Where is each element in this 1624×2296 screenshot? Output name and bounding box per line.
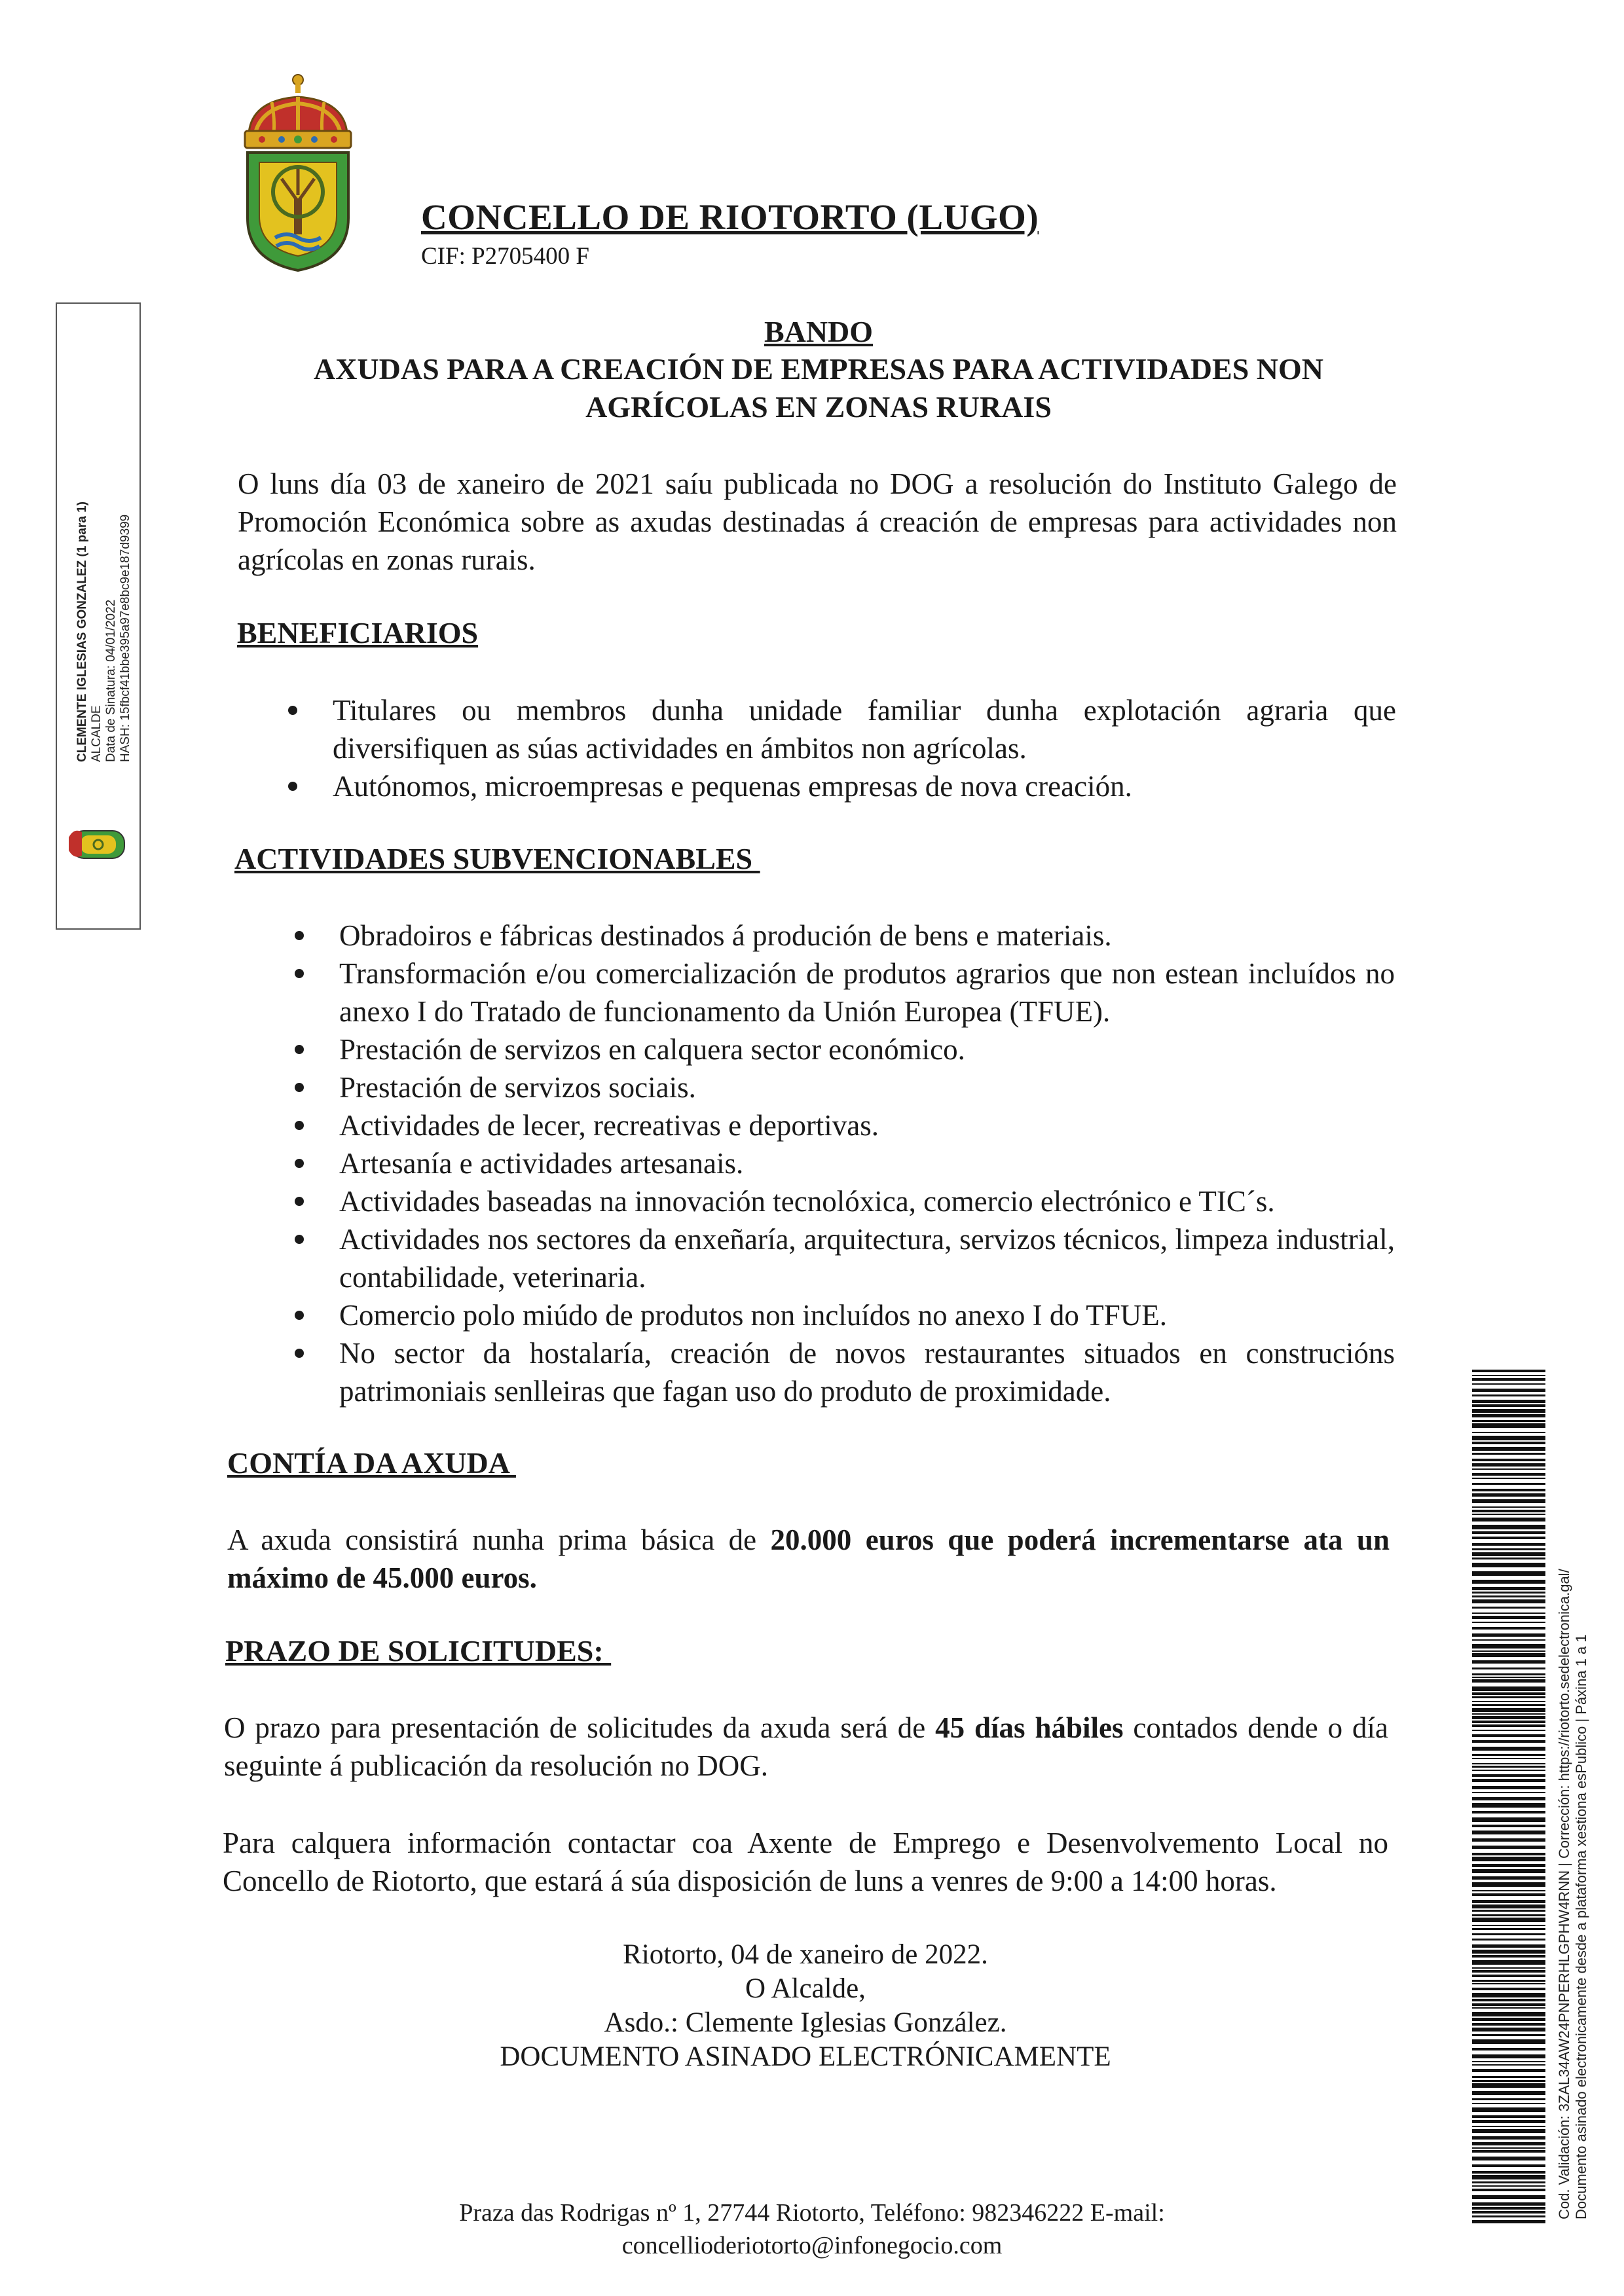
barcode-bar [1472, 2129, 1545, 2133]
barcode-bar [1472, 1404, 1545, 1407]
barcode-bar [1472, 1900, 1545, 1903]
barcode-bar [1472, 2103, 1545, 2104]
list-item: Comercio polo miúdo de produtos non incluídos no anexo I do TFUE. [339, 1296, 1395, 1334]
electronic-signature-note: DOCUMENTO ASINADO ELECTRÓNICAMENTE [500, 2041, 1111, 2072]
barcode-bar [1472, 1825, 1545, 1827]
barcode-bar [1472, 1904, 1545, 1908]
barcode-bar [1472, 1811, 1545, 1813]
barcode-bar [1472, 2107, 1545, 2112]
barcode-bar [1472, 1774, 1545, 1777]
barcode-bar [1472, 1552, 1545, 1556]
barcode-bar [1472, 1740, 1545, 1743]
barcode-bar [1472, 2171, 1545, 2174]
bullet-icon [295, 1083, 304, 1092]
barcode-bar [1472, 1686, 1545, 1691]
barcode-bar [1472, 1857, 1545, 1861]
barcode-bar [1472, 1633, 1545, 1637]
barcode-bar [1472, 1721, 1545, 1723]
barcode-bar [1472, 1975, 1545, 1977]
list-item: Titulares ou membros dunha unidade familiar dunha explotación agraria que diversifiquen as súas actividades en ámbitos non agrícolas. [333, 691, 1396, 767]
barcode-bar [1472, 1622, 1545, 1623]
barcode-bar [1472, 1983, 1545, 1984]
barcode-bar [1472, 1747, 1545, 1751]
barcode-bar [1472, 1967, 1545, 1969]
prazo-text-pre: O prazo para presentación de solicitudes da axuda será de [224, 1711, 936, 1744]
barcode-bar [1472, 1918, 1545, 1922]
barcode-bar [1472, 1853, 1545, 1855]
signer-name: Asdo.: Clemente Iglesias González. [604, 2007, 1007, 2038]
barcode-bar [1472, 1792, 1545, 1793]
barcode-bar [1472, 2181, 1545, 2183]
validation-barcode [1472, 1370, 1545, 2224]
barcode-bar [1472, 1704, 1545, 1706]
barcode-bar [1472, 2080, 1545, 2082]
barcode-bar [1472, 1595, 1545, 1597]
place-date: Riotorto, 04 de xaneiro de 2022. [623, 1939, 988, 1970]
stamp-signer: CLEMENTE IGLESIAS GONZALEZ (1 para 1) [75, 501, 89, 762]
barcode-bar [1472, 1483, 1545, 1485]
barcode-bar [1472, 2195, 1545, 2199]
footer [327, 2196, 1297, 2262]
barcode-bar [1472, 2185, 1545, 2187]
barcode-bar [1472, 1763, 1545, 1764]
barcode-bar [1472, 1914, 1545, 1916]
barcode-bar [1472, 1514, 1545, 1515]
barcode-bar [1472, 1543, 1545, 1546]
barcode-bar [1472, 1980, 1545, 1982]
barcode-bar [1472, 1890, 1545, 1891]
barcode-bar [1472, 1607, 1545, 1609]
barcode-bar [1472, 2061, 1545, 2062]
barcode-bar [1472, 1708, 1545, 1712]
barcode-bar [1472, 1627, 1545, 1630]
barcode-bar [1472, 2150, 1545, 2153]
bullet-icon [295, 1121, 304, 1130]
contia-paragraph [227, 1521, 1390, 1597]
barcode-bar [1472, 1616, 1545, 1619]
barcode-bar [1472, 1754, 1545, 1756]
validation-text [1556, 1569, 1590, 2219]
barcode-bar [1472, 1558, 1545, 1559]
barcode-bar [1472, 2126, 1545, 2127]
subtitle-line-1: AXUDAS PARA A CREACIÓN DE EMPRESAS PARA ACTIVIDADES NON [313, 352, 1324, 386]
bullet-icon [295, 931, 304, 940]
signer-role: O Alcalde, [745, 1973, 866, 2004]
stamp-role: ALCALDE [90, 705, 103, 762]
barcode-bar [1472, 1667, 1545, 1669]
actividades-heading: ACTIVIDADES SUBVENCIONABLES [234, 842, 760, 875]
barcode-bar [1472, 2012, 1545, 2016]
barcode-bar [1472, 1478, 1545, 1479]
barcode-bar [1472, 2048, 1545, 2050]
barcode-bar [1472, 2207, 1545, 2210]
bullet-icon [295, 1235, 304, 1244]
barcode-bar [1472, 1489, 1545, 1491]
barcode-bar [1472, 1639, 1545, 1641]
signature-block [301, 1938, 1310, 2074]
barcode-bar [1472, 1716, 1545, 1719]
barcode-bar [1472, 2142, 1545, 2145]
barcode-bar [1472, 1580, 1545, 1584]
list-item: Artesanía e actividades artesanais. [339, 1144, 1395, 1182]
info-paragraph: Para calquera información contactar coa Axente de Emprego e Desenvolvemento Local no Concello de Riotorto, que estará á súa disposición de luns a venres de 9:00 a 14:00 horas. [223, 1827, 1388, 1897]
barcode-bar [1472, 1869, 1545, 1873]
barcode-bar [1472, 2164, 1545, 2167]
barcode-bar [1472, 1988, 1545, 1990]
barcode-bar [1472, 1673, 1545, 1675]
barcode-bar [1472, 1414, 1545, 1417]
coat-of-arms-logo [236, 71, 360, 274]
barcode-bar [1472, 1713, 1545, 1715]
barcode-bar [1472, 2211, 1545, 2214]
bullet-icon [288, 706, 297, 715]
barcode-bar [1472, 2039, 1545, 2044]
list-item: Autónomos, microempresas e pequenas empresas de nova creación. [333, 767, 1396, 805]
barcode-bar [1472, 1389, 1545, 1392]
barcode-bar [1472, 1375, 1545, 1376]
barcode-bar [1472, 2136, 1545, 2140]
prazo-text-post: contados dende o día seguinte á publicación da resolución no DOG. [224, 1711, 1388, 1782]
barcode-bar [1472, 2115, 1545, 2118]
barcode-bar [1472, 1587, 1545, 1590]
barcode-bar [1472, 1571, 1545, 1576]
barcode-bar [1472, 2157, 1545, 2160]
barcode-bar [1472, 1797, 1545, 1800]
list-item: No sector da hostalaría, creación de novos restaurantes situados en construcións patrimoniais senlleiras que fagan uso do produto de proximidade. [339, 1334, 1395, 1410]
barcode-bar [1472, 1459, 1545, 1461]
barcode-bar [1472, 1531, 1545, 1534]
barcode-bar [1472, 1758, 1545, 1759]
signature-stamp [56, 302, 141, 930]
barcode-bar [1472, 2098, 1545, 2100]
stamp-date: Data de Sinatura: 04/01/2022 [104, 599, 118, 762]
stamp-hash: HASH: 15fbcf41bbe395a97e8bc9e187d9399 [119, 514, 132, 762]
barcode-bar [1472, 1463, 1545, 1467]
barcode-bar [1472, 1436, 1545, 1440]
barcode-bar [1472, 1893, 1545, 1896]
barcode-bar [1472, 2220, 1545, 2223]
bullet-icon [295, 1349, 304, 1358]
contia-heading: CONTÍA DA AXUDA [227, 1446, 516, 1480]
barcode-bar [1472, 1468, 1545, 1470]
barcode-bar [1472, 2083, 1545, 2088]
barcode-bar [1472, 2120, 1545, 2123]
stamp-crest-icon [69, 824, 128, 864]
barcode-bar [1472, 1910, 1545, 1912]
barcode-bar [1472, 1679, 1545, 1683]
barcode-bar [1472, 1473, 1545, 1476]
barcode-bar [1472, 1378, 1545, 1381]
barcode-bar [1472, 1442, 1545, 1444]
barcode-bar [1472, 1734, 1545, 1737]
page-title: CONCELLO DE RIOTORTO (LUGO) [421, 197, 1039, 237]
barcode-bar [1472, 1537, 1545, 1539]
barcode-bar [1472, 1882, 1545, 1887]
barcode-bar [1472, 1770, 1545, 1771]
barcode-bar [1472, 1786, 1545, 1789]
barcode-bar [1472, 2028, 1545, 2032]
barcode-bar [1472, 1518, 1545, 1522]
prazo-days: 45 días hábiles [935, 1711, 1124, 1744]
barcode-bar [1472, 1599, 1545, 1603]
barcode-bar [1472, 1955, 1545, 1958]
barcode-bar [1472, 1653, 1545, 1657]
barcode-bar [1472, 1525, 1545, 1529]
actividades-list [339, 917, 1395, 1410]
footer-email: concellioderiotorto@infonegocio.com [621, 2232, 1003, 2259]
barcode-bar [1472, 1394, 1545, 1396]
barcode-bar [1472, 2023, 1545, 2026]
barcode-bar [1472, 2003, 1545, 2006]
barcode-bar [1472, 1423, 1545, 1428]
barcode-bar [1472, 1650, 1545, 1652]
barcode-bar [1472, 1644, 1545, 1649]
cif-label: CIF: P2705400 F [421, 243, 590, 270]
intro-paragraph: O luns día 03 de xaneiro de 2021 saíu publicada no DOG a resolución do Instituto Galego de Promoción Económica sobre as axudas destinadas á creación de empresas para actividades non agrícolas en zonas rurais. [238, 467, 1397, 576]
barcode-bar [1472, 1383, 1545, 1385]
barcode-bar [1472, 1370, 1545, 1372]
list-item: Prestación de servizos en calquera sector económico. [339, 1030, 1395, 1068]
footer-address: Praza das Rodrigas nº 1, 27744 Riotorto, Teléfono: 982346222 E-mail: [459, 2199, 1165, 2227]
barcode-bar [1472, 1876, 1545, 1880]
barcode-bar [1472, 1548, 1545, 1550]
barcode-bar [1472, 2215, 1545, 2217]
barcode-bar [1472, 1453, 1545, 1455]
barcode-bar [1472, 2034, 1545, 2036]
barcode-bar [1472, 1944, 1545, 1948]
barcode-bar [1472, 1506, 1545, 1508]
barcode-bar [1472, 1692, 1545, 1695]
bullet-icon [295, 1159, 304, 1168]
barcode-bar [1472, 2091, 1545, 2095]
barcode-bar [1472, 1933, 1545, 1935]
barcode-bar [1472, 1701, 1545, 1702]
barcode-bar [1472, 1677, 1545, 1678]
barcode-bar [1472, 1447, 1545, 1451]
bullet-icon [295, 1311, 304, 1320]
barcode-bar [1472, 1928, 1545, 1930]
barcode-bar [1472, 1660, 1545, 1664]
barcode-bar [1472, 1766, 1545, 1768]
barcode-bar [1472, 2054, 1545, 2058]
barcode-bar [1472, 1993, 1545, 1997]
bullet-icon [288, 782, 297, 791]
barcode-bar [1472, 1730, 1545, 1731]
list-item: Obradoiros e fábricas destinados á produción de bens e materiais. [339, 917, 1395, 955]
barcode-bar [1472, 2147, 1545, 2149]
barcode-bar [1472, 1510, 1545, 1512]
barcode-bar [1472, 1409, 1545, 1413]
list-item: Actividades baseadas na innovación tecnolóxica, comercio electrónico e TIC´s. [339, 1182, 1395, 1220]
barcode-bar [1472, 1592, 1545, 1594]
validation-code: Cod. Validación: 3ZAL34AW24PNPERHLGPHW4RNN | Corrección: https://riotorto.sedelectronica.gal/ [1556, 1569, 1572, 2219]
barcode-bar [1472, 1925, 1545, 1926]
barcode-bar [1472, 1400, 1545, 1403]
barcode-bar [1472, 1420, 1545, 1422]
barcode-bar [1472, 2076, 1545, 2078]
barcode-bar [1472, 1817, 1545, 1822]
list-item: Actividades de lecer, recreativas e deportivas. [339, 1106, 1395, 1144]
barcode-bar [1472, 1846, 1545, 1849]
barcode-bar [1472, 1960, 1545, 1965]
prazo-heading: PRAZO DE SOLICITUDES: [225, 1634, 612, 1667]
barcode-bar [1472, 1432, 1545, 1433]
list-item: Prestación de servizos sociais. [339, 1068, 1395, 1106]
barcode-bar [1472, 1779, 1545, 1782]
barcode-bar [1472, 2064, 1545, 2066]
bullet-icon [295, 1045, 304, 1054]
prazo-paragraph [224, 1709, 1388, 1785]
barcode-bar [1472, 1864, 1545, 1867]
bullet-icon [295, 1197, 304, 1206]
list-item: Actividades nos sectores da enxeñaría, arquitectura, servizos técnicos, limpeza industrial, contabilidade, veterinaria. [339, 1220, 1395, 1296]
barcode-bar [1472, 2189, 1545, 2191]
beneficiarios-heading: BENEFICIARIOS [237, 616, 479, 649]
signature-stamp-text [75, 501, 133, 762]
barcode-bar [1472, 1493, 1545, 1497]
barcode-bar [1472, 1838, 1545, 1842]
document-type: BANDO [764, 315, 874, 348]
barcode-bar [1472, 1563, 1545, 1567]
barcode-bar [1472, 2018, 1545, 2021]
barcode-bar [1472, 1831, 1545, 1834]
barcode-bar [1472, 1803, 1545, 1808]
barcode-bar [1472, 1499, 1545, 1503]
barcode-bar [1472, 1950, 1545, 1954]
barcode-bar [1472, 1939, 1545, 1941]
barcode-bar [1472, 2069, 1545, 2072]
barcode-bar [1472, 2202, 1545, 2206]
barcode-bar [1472, 1613, 1545, 1614]
contia-amount: 20.000 euros que poderá incrementarse ata un máximo de 45.000 euros. [227, 1523, 1390, 1594]
beneficiarios-list [333, 691, 1396, 805]
barcode-bar [1472, 1724, 1545, 1727]
barcode-bar [1472, 1970, 1545, 1973]
barcode-bar [1472, 2007, 1545, 2009]
validation-platform: Documento asinado electronicamente desde a plataforma xestiona esPublico | Páxina 1 a 1 [1573, 1634, 1589, 2219]
document-subtitle [249, 350, 1388, 426]
list-item: Transformación e/ou comercialización de produtos agrarios que non estean incluídos no anexo I do Tratado de funcionamento da Unión Europea (TFUE). [339, 955, 1395, 1030]
barcode-bar [1472, 2175, 1545, 2179]
bullet-icon [295, 969, 304, 978]
barcode-bar [1472, 1696, 1545, 1698]
subtitle-line-2: AGRÍCOLAS EN ZONAS RURAIS [585, 390, 1052, 424]
contia-text: A axuda consistirá nunha prima básica de [227, 1523, 771, 1556]
barcode-bar [1472, 1999, 1545, 2001]
